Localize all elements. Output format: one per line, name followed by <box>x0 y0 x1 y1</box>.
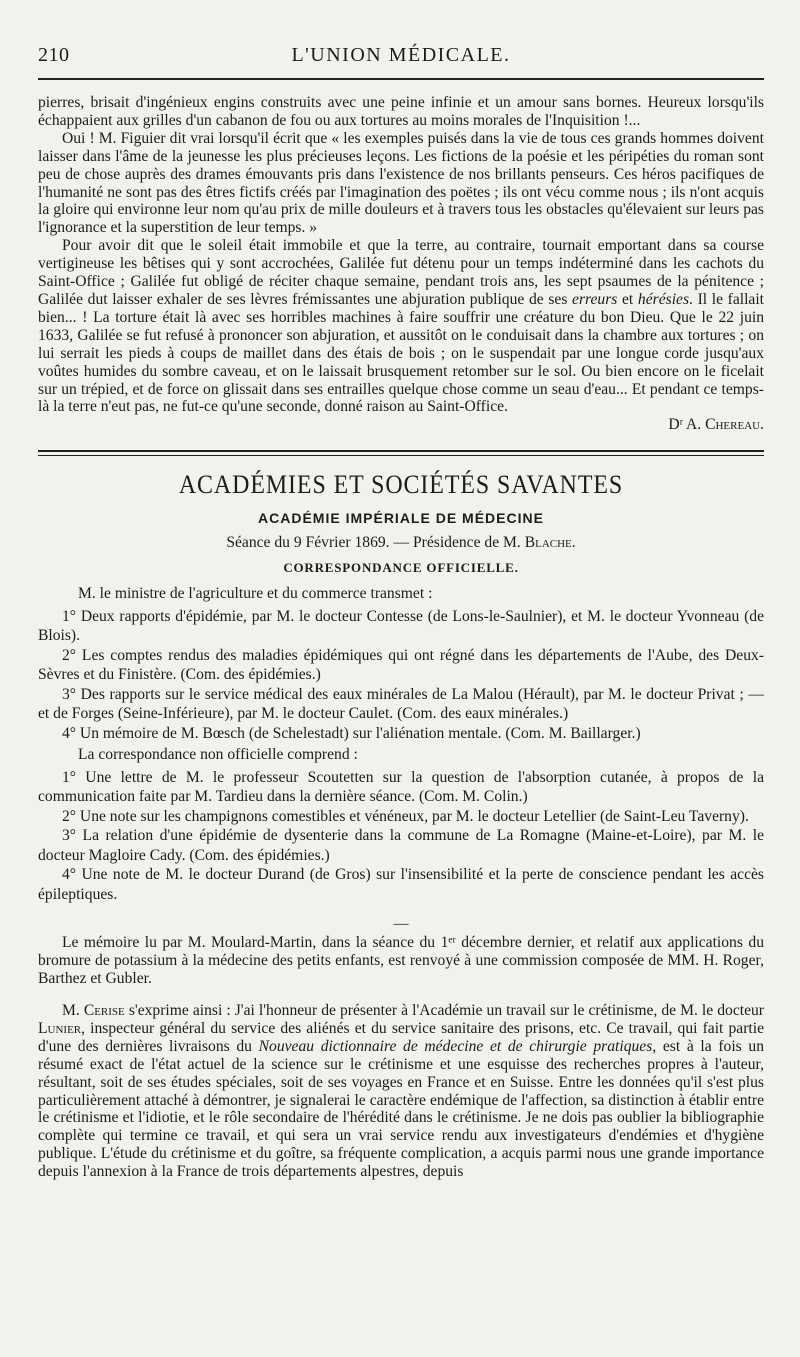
article-end <box>38 94 764 434</box>
list-lead: La correspondance non officielle comprend : <box>78 746 358 764</box>
section <box>38 470 764 1181</box>
running-title: L'UNION MÉDICALE. <box>291 44 511 66</box>
paragraph: Le mémoire lu par M. Moulard-Martin, dans la séance du 1ᵉʳ décembre dernier, et relatif aux applications du bromure de potassium à la médecine des petits enfants, est renvoyé à une commission composée de MM. H. Roger, Barthez et Gubler. <box>38 934 764 988</box>
list-item: 4° Une note de M. le docteur Durand (de Gros) sur l'insensibilité et la perte de conscience pendant les accès épileptiques. <box>38 866 764 903</box>
paragraph: Pour avoir dit que le soleil était immobile et que la terre, au contraire, tournait emportant dans sa course vertigineuse les bêtises qui y sont accrochées, Galilée fut détenu pour un temps indéterminé dans les cachots du Saint-Office ; Galilée fut obligé de réciter chaque semaine, pendant trois ans, les sept psaumes de la pénitence ; Galilée dut laisser exhaler de ses lèvres frémissantes une abjuration publique de ses erreurs et hérésies. Il le fallait bien... ! La torture était là avec ses horribles machines à faire souffrir une créature du bon Dieu. Que le 22 juin 1633, Galilée se fut refusé à prononcer son abjuration, et aussitôt on le conduisait dans la chambre aux tortures ; on lui serrait les pieds à coups de maillet dans des étais de bois ; on le suspendait par une longue corde jusqu'aux voûtes humides du sombre caveau, et on le laissait brusquement retomber sur le sol. Ou bien encore on le ficelait sur un trépied, et de force on glissait dans ses entrailles quelque chose comme un seau d'eau... Et pendant ce temps-là la terre n'eut pas, ne fut-ce qu'une seconde, donné raison au Saint-Office. <box>38 237 764 416</box>
correspondance-heading: CORRESPONDANCE OFFICIELLE. <box>283 560 519 576</box>
list-item: 3° La relation d'une épidémie de dysenterie dans la commune de La Romagne (Maine-et-Loire), par M. le docteur Magloire Cady. (Com. des épidémies.) <box>38 827 764 864</box>
page-header <box>38 38 764 78</box>
section-divider <box>38 450 764 456</box>
page-number: 210 <box>38 44 70 66</box>
paragraph: Oui ! M. Figuier dit vrai lorsqu'il écrit que « les exemples puisés dans la vie de tous ces grands hommes doivent laisser dans l'âme de la jeunesse les plus précieuses leçons. Les fictions de la poésie et les péripéties du roman sont peu de chose auprès des drames émouvants pris dans l'existence de nos brillants penseurs. Ces héros pacifiques de l'humanité ne sont pas des êtres fictifs créés par l'imagination des poëtes ; ils ont vécu comme nous ; ils n'ont acquis la gloire qui environne leur nom qu'au prix de mille douleurs et à travers tous les obstacles qu'élevaient sur leurs pas l'ignorance et la superstition de leur temps. » <box>38 129 764 237</box>
list-item: 1° Une lettre de M. le professeur Scoutetten sur la question de l'absorption cutanée, à propos de la communication faite par M. Tardieu dans la dernière séance. (Com. M. Colin.) <box>38 768 764 806</box>
list-item: 1° Deux rapports d'épidémie, par M. le docteur Contesse (de Lons-le-Saulnier), et M. le docteur Yvonneau (de Blois). <box>38 607 764 645</box>
academy-heading: ACADÉMIE IMPÉRIALE DE MÉDECINE <box>258 510 544 527</box>
official-correspondence <box>38 584 764 904</box>
section-title: ACADÉMIES ET SOCIÉTÉS SAVANTES <box>178 470 624 500</box>
list-item: 4° Un mémoire de M. Bœsch (de Schelestadt) sur l'aliénation mentale. (Com. M. Baillarger.) <box>62 724 641 742</box>
separator-dash: — <box>393 916 409 933</box>
list-lead: M. le ministre de l'agriculture et du commerce transmet : <box>78 585 433 603</box>
list-item: 3° Des rapports sur le service médical des eaux minérales de La Malou (Hérault), par M. le docteur Privat ; — et de Forges (Seine-Inférieure), par M. le docteur Caulet. (Com. des eaux minérales.) <box>38 685 764 723</box>
page <box>38 38 764 1181</box>
seance-line: Séance du 9 Février 1869. — Présidence de M. Blache. <box>226 534 576 552</box>
paragraph: M. Cerise s'exprime ainsi : J'ai l'honneur de présenter à l'Académie un travail sur le crétinisme, de M. le docteur Lunier, inspecteur général du service des aliénés et du service sanitaire des prisons, etc. Ce travail, qui fait partie d'une des dernières livraisons du Nouveau dictionnaire de médecine et de chirurgie pratiques, est à la fois un résumé exact de l'état actuel de la science sur le crétinisme et une esquisse des recherches propres à l'auteur, résultant, soit de ses études spéciales, soit de ses voyages en France et en Suisse. Entre les données qu'il s'est plus particulièrement attaché à démontrer, je signalerai le caractère endémique de l'affection, sa distinction à établir entre le crétinisme et l'idiotie, et le rôle secondaire de l'hérédité dans le crétinisme. Je ne dois pas oublier la bibliographie complète qui termine ce travail, et qui sera un vrai service rendu aux investigateurs d'endémies et d'hygiène publique. L'étude du crétinisme et du goître, sa fréquente complication, a acquis parmi nous une grande importance depuis l'annexion à la France de trois départements alpestres, depuis <box>38 1002 765 1181</box>
list-item: 2° Une note sur les champignons comestibles et vénéneux, par M. le docteur Letellier (de Saint-Leu Taverny). <box>62 807 749 825</box>
signature: Dʳ A. Chereau. <box>668 416 764 434</box>
list-item: 2° Les comptes rendus des maladies épidémiques qui ont régné dans les départements de l'Aube, des Deux-Sèvres et du Finistère. (Com. des épidémies.) <box>38 646 764 684</box>
header-rule <box>38 78 764 80</box>
paragraph: pierres, brisait d'ingénieux engins construits avec une peine infinie et un amour sans bornes. Heureux lorsqu'ils échappaient aux grilles d'un cabanon de fou ou aux tortures au moins morales de l'Inquisition !... <box>38 94 764 129</box>
spacer <box>38 988 764 1002</box>
